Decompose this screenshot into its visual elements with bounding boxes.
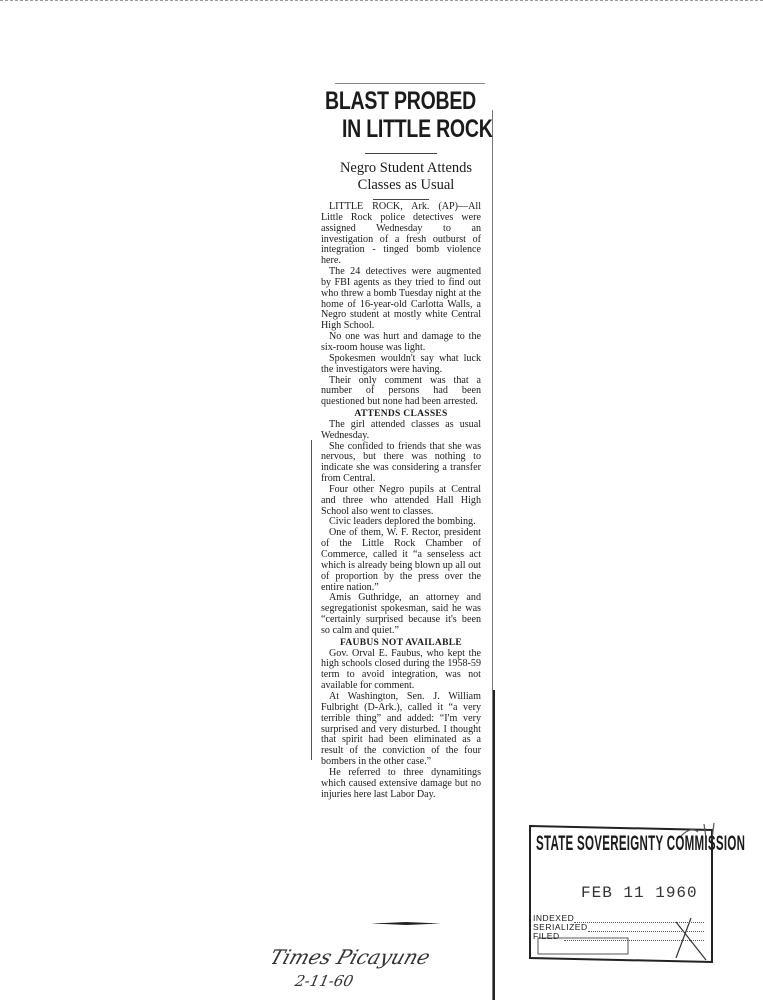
article-paragraph: He referred to three dynamitings which caused extensive damage but no injuries here last Labor Day. — [321, 766, 481, 800]
article-paragraph: She confided to friends that she was nervous, but there was nothing to indicate she was considering a transfer from Central. — [321, 440, 481, 485]
subheading-attends-classes: ATTENDS CLASSES — [354, 409, 448, 420]
article-body — [321, 202, 481, 800]
article-paragraph: At Washington, Sen. J. William Fulbright (D-Ark.), called it “a very terrible thing” and added: “I'm very surprised and very disturbed. I thought that spirit had been eliminated as a result of the conviction of the four bombers in the other case.” — [321, 690, 481, 768]
article-paragraph: One of them, W. F. Rector, president of the Little Rock Chamber of Commerce, called it “a senseless act which is already being blown up all out of proportion by the press over the entire nation.” — [321, 527, 481, 593]
stamp-dotted-line — [588, 931, 704, 932]
article-paragraph: LITTLE ROCK, Ark. (AP)—All Little Rock police detectives were assigned Wednesday to an investigation of a fresh outburst of integration - tinged bomb violence here. — [321, 201, 481, 267]
deck-rule — [373, 199, 429, 200]
stamp-field-filed: FILED — [533, 931, 560, 941]
handwritten-annotation — [272, 940, 472, 990]
article-paragraph: Four other Negro pupils at Central and three who attended Hall High School also went to classes. — [321, 483, 481, 517]
stamp-dotted-line — [574, 922, 704, 923]
deck-headline: Negro Student Attends Classes as Usual — [339, 160, 473, 193]
page-top-edge — [0, 0, 763, 4]
article-paragraph: Their only comment was that a number of persons had been questioned but none had been arrested. — [321, 374, 481, 408]
commission-stamp — [526, 822, 746, 966]
clipping-edge — [311, 440, 312, 760]
headline-rule — [365, 153, 437, 154]
end-of-article-mark — [371, 922, 441, 925]
stamp-field-indexed: INDEXED — [533, 913, 575, 923]
headline-line-2: IN LITTLE ROCK — [342, 115, 493, 143]
article-paragraph: Gov. Orval E. Faubus, who kept the high schools closed during the 1958-59 term to avoid integration, was not available for comment. — [321, 647, 481, 692]
article-paragraph: Civic leaders deplored the bombing. — [329, 516, 476, 528]
article-paragraph: Amis Guthridge, an attorney and segregationist spokesman, said he was “certainly surprised because it's been so calm and quiet.” — [321, 592, 481, 636]
article-paragraph: No one was hurt and damage to the six-room house was light. — [321, 331, 481, 353]
article-paragraph: The 24 detectives were augmented by FBI agents as they tried to find out who threw a bomb Tuesday night at the home of 16-year-old Carlotta Walls, a Negro student at mostly white Central High School. — [321, 266, 481, 332]
newspaper-clipping — [315, 80, 493, 922]
stamp-title: STATE SOVEREIGNTY COMMISSION — [536, 832, 746, 855]
clipping-top-rule — [335, 83, 485, 84]
stamp-date: FEB 11 1960 — [581, 884, 698, 902]
subheading-faubus-not-available: FAUBUS NOT AVAILABLE — [340, 637, 462, 648]
article-paragraph: The girl attended classes as usual Wednesday. — [321, 418, 481, 441]
stamp-field-serialized: SERIALIZED — [533, 922, 588, 932]
handwritten-source-and-date — [272, 940, 472, 990]
handwritten-source: Times Picayune — [272, 945, 434, 969]
article-paragraph: Spokesmen wouldn't say what luck the investigators were having. — [321, 352, 481, 375]
headline-line-1: BLAST PROBED — [325, 87, 477, 115]
handwritten-date: 2-11-60 — [293, 972, 355, 990]
stamp-dotted-line — [564, 940, 704, 941]
clipping-edge — [493, 690, 495, 1000]
